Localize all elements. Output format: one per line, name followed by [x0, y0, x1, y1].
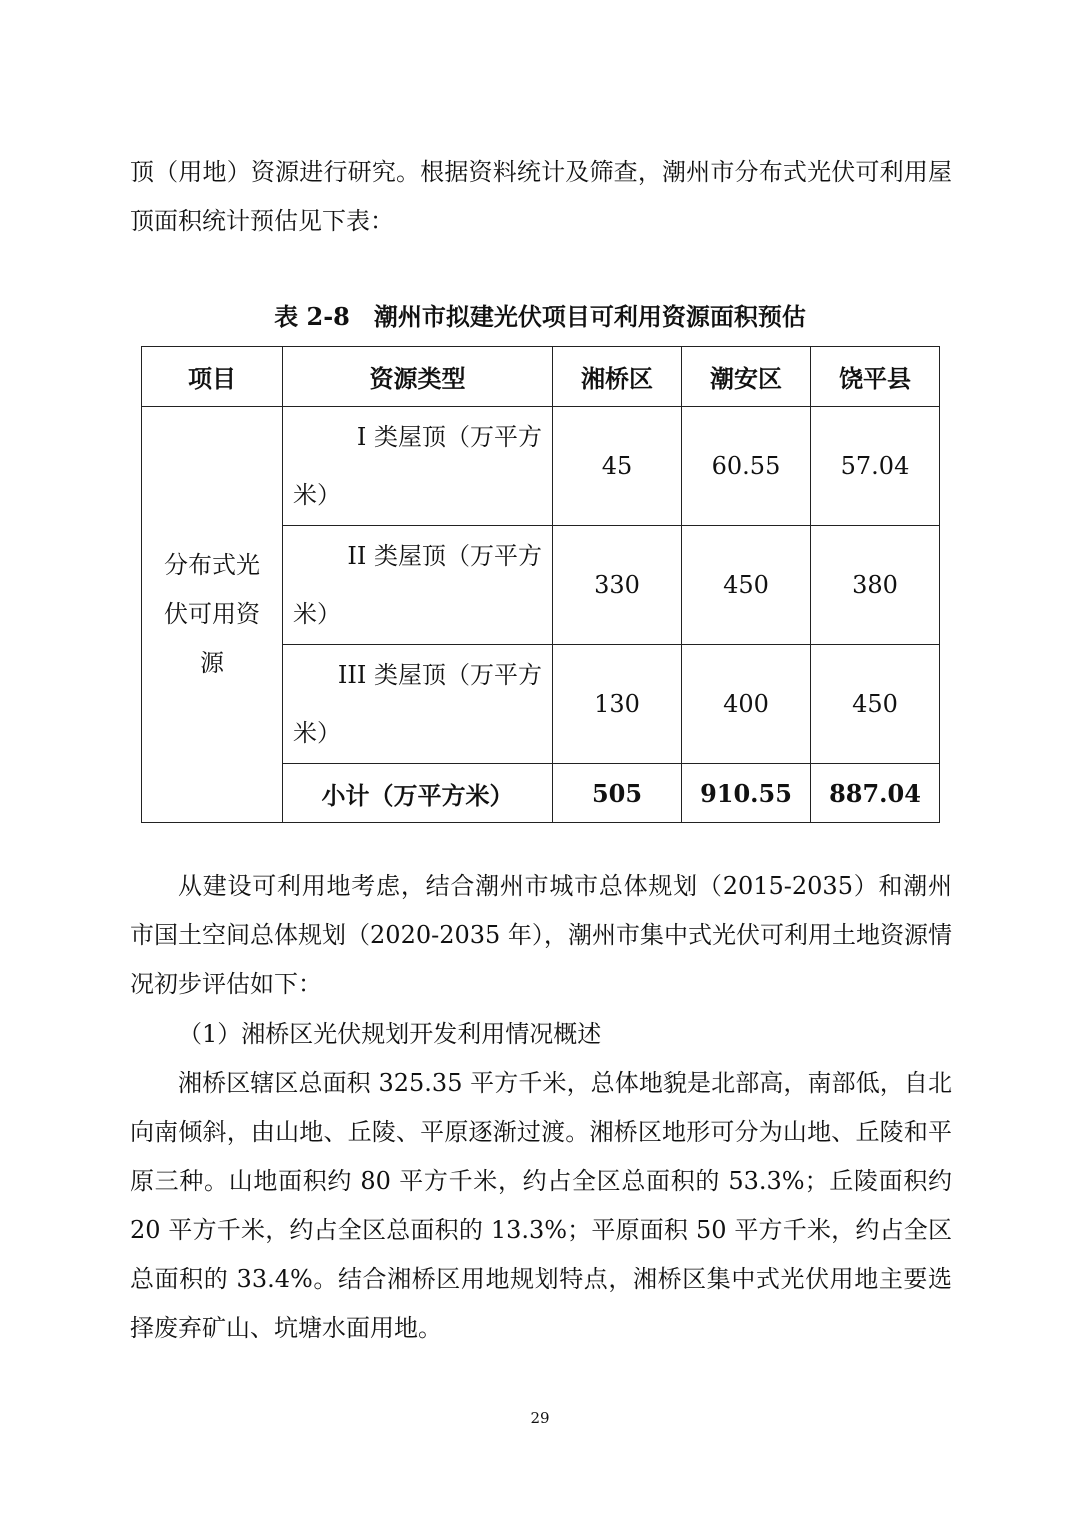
resource-type-line2: 米） — [293, 481, 341, 509]
land-resource-paragraph: 从建设可利用地考虑，结合潮州市城市总体规划（2015-2035）和潮州市国土空间总体规划（2020-2035 年），潮州市集中式光伏可利用土地资源情况初步评估如下： — [130, 872, 952, 998]
group-label: 分布式光伏可用资源 — [142, 407, 283, 823]
value-cell: 450 — [811, 645, 940, 764]
value-cell: 45 — [553, 407, 682, 526]
header-item: 项目 — [142, 347, 283, 407]
resource-type-line2: 米） — [293, 719, 341, 747]
table-caption: 表 2-8 潮州市拟建光伏项目可利用资源面积预估 — [274, 302, 806, 331]
table-row — [142, 407, 940, 526]
resource-type-line1: II 类屋顶（万平方 — [347, 542, 542, 570]
table-header-row — [142, 347, 940, 407]
resource-type-line2: 米） — [293, 600, 341, 628]
resource-type-line1: I 类屋顶（万平方 — [356, 423, 542, 451]
resource-type-cell — [283, 407, 553, 526]
resource-type-cell — [283, 645, 553, 764]
value-cell: 400 — [682, 645, 811, 764]
xiangqiao-paragraph: 湘桥区辖区总面积 325.35 平方千米，总体地貌是北部高，南部低，自北向南倾斜，由山地、丘陵、平原逐渐过渡。湘桥区地形可分为山地、丘陵和平原三种。山地面积约 80 平方千米，约占全区总面积的 53.3%；丘陵面积约 20 平方千米，约占全区总面积的 13.3%；平原面积 50 平方千米，约占全区总面积的 33.4%。结合湘桥区用地规划特点，湘桥区集中式光伏用地主要选择废弃矿山、坑塘水面用地。 — [130, 1069, 952, 1342]
subtotal-label: 小计（万平方米） — [283, 764, 553, 823]
page-number: 29 — [530, 1409, 550, 1427]
header-xiangqiao: 湘桥区 — [553, 347, 682, 407]
value-cell: 60.55 — [682, 407, 811, 526]
header-resource-type: 资源类型 — [283, 347, 553, 407]
resource-type-cell — [283, 526, 553, 645]
value-cell: 330 — [553, 526, 682, 645]
resource-type-line1: III 类屋顶（万平方 — [337, 661, 542, 689]
subtotal-value: 887.04 — [811, 764, 940, 823]
intro-paragraph: 顶（用地）资源进行研究。根据资料统计及筛查，潮州市分布式光伏可利用屋顶面积统计预估见下表： — [130, 158, 952, 235]
value-cell: 130 — [553, 645, 682, 764]
section-heading: （1）湘桥区光伏规划开发利用情况概述 — [178, 1020, 602, 1048]
header-raoping: 饶平县 — [811, 347, 940, 407]
subtotal-value: 910.55 — [682, 764, 811, 823]
resource-table — [141, 346, 940, 823]
value-cell: 450 — [682, 526, 811, 645]
header-chaoan: 潮安区 — [682, 347, 811, 407]
value-cell: 57.04 — [811, 407, 940, 526]
value-cell: 380 — [811, 526, 940, 645]
subtotal-value: 505 — [553, 764, 682, 823]
